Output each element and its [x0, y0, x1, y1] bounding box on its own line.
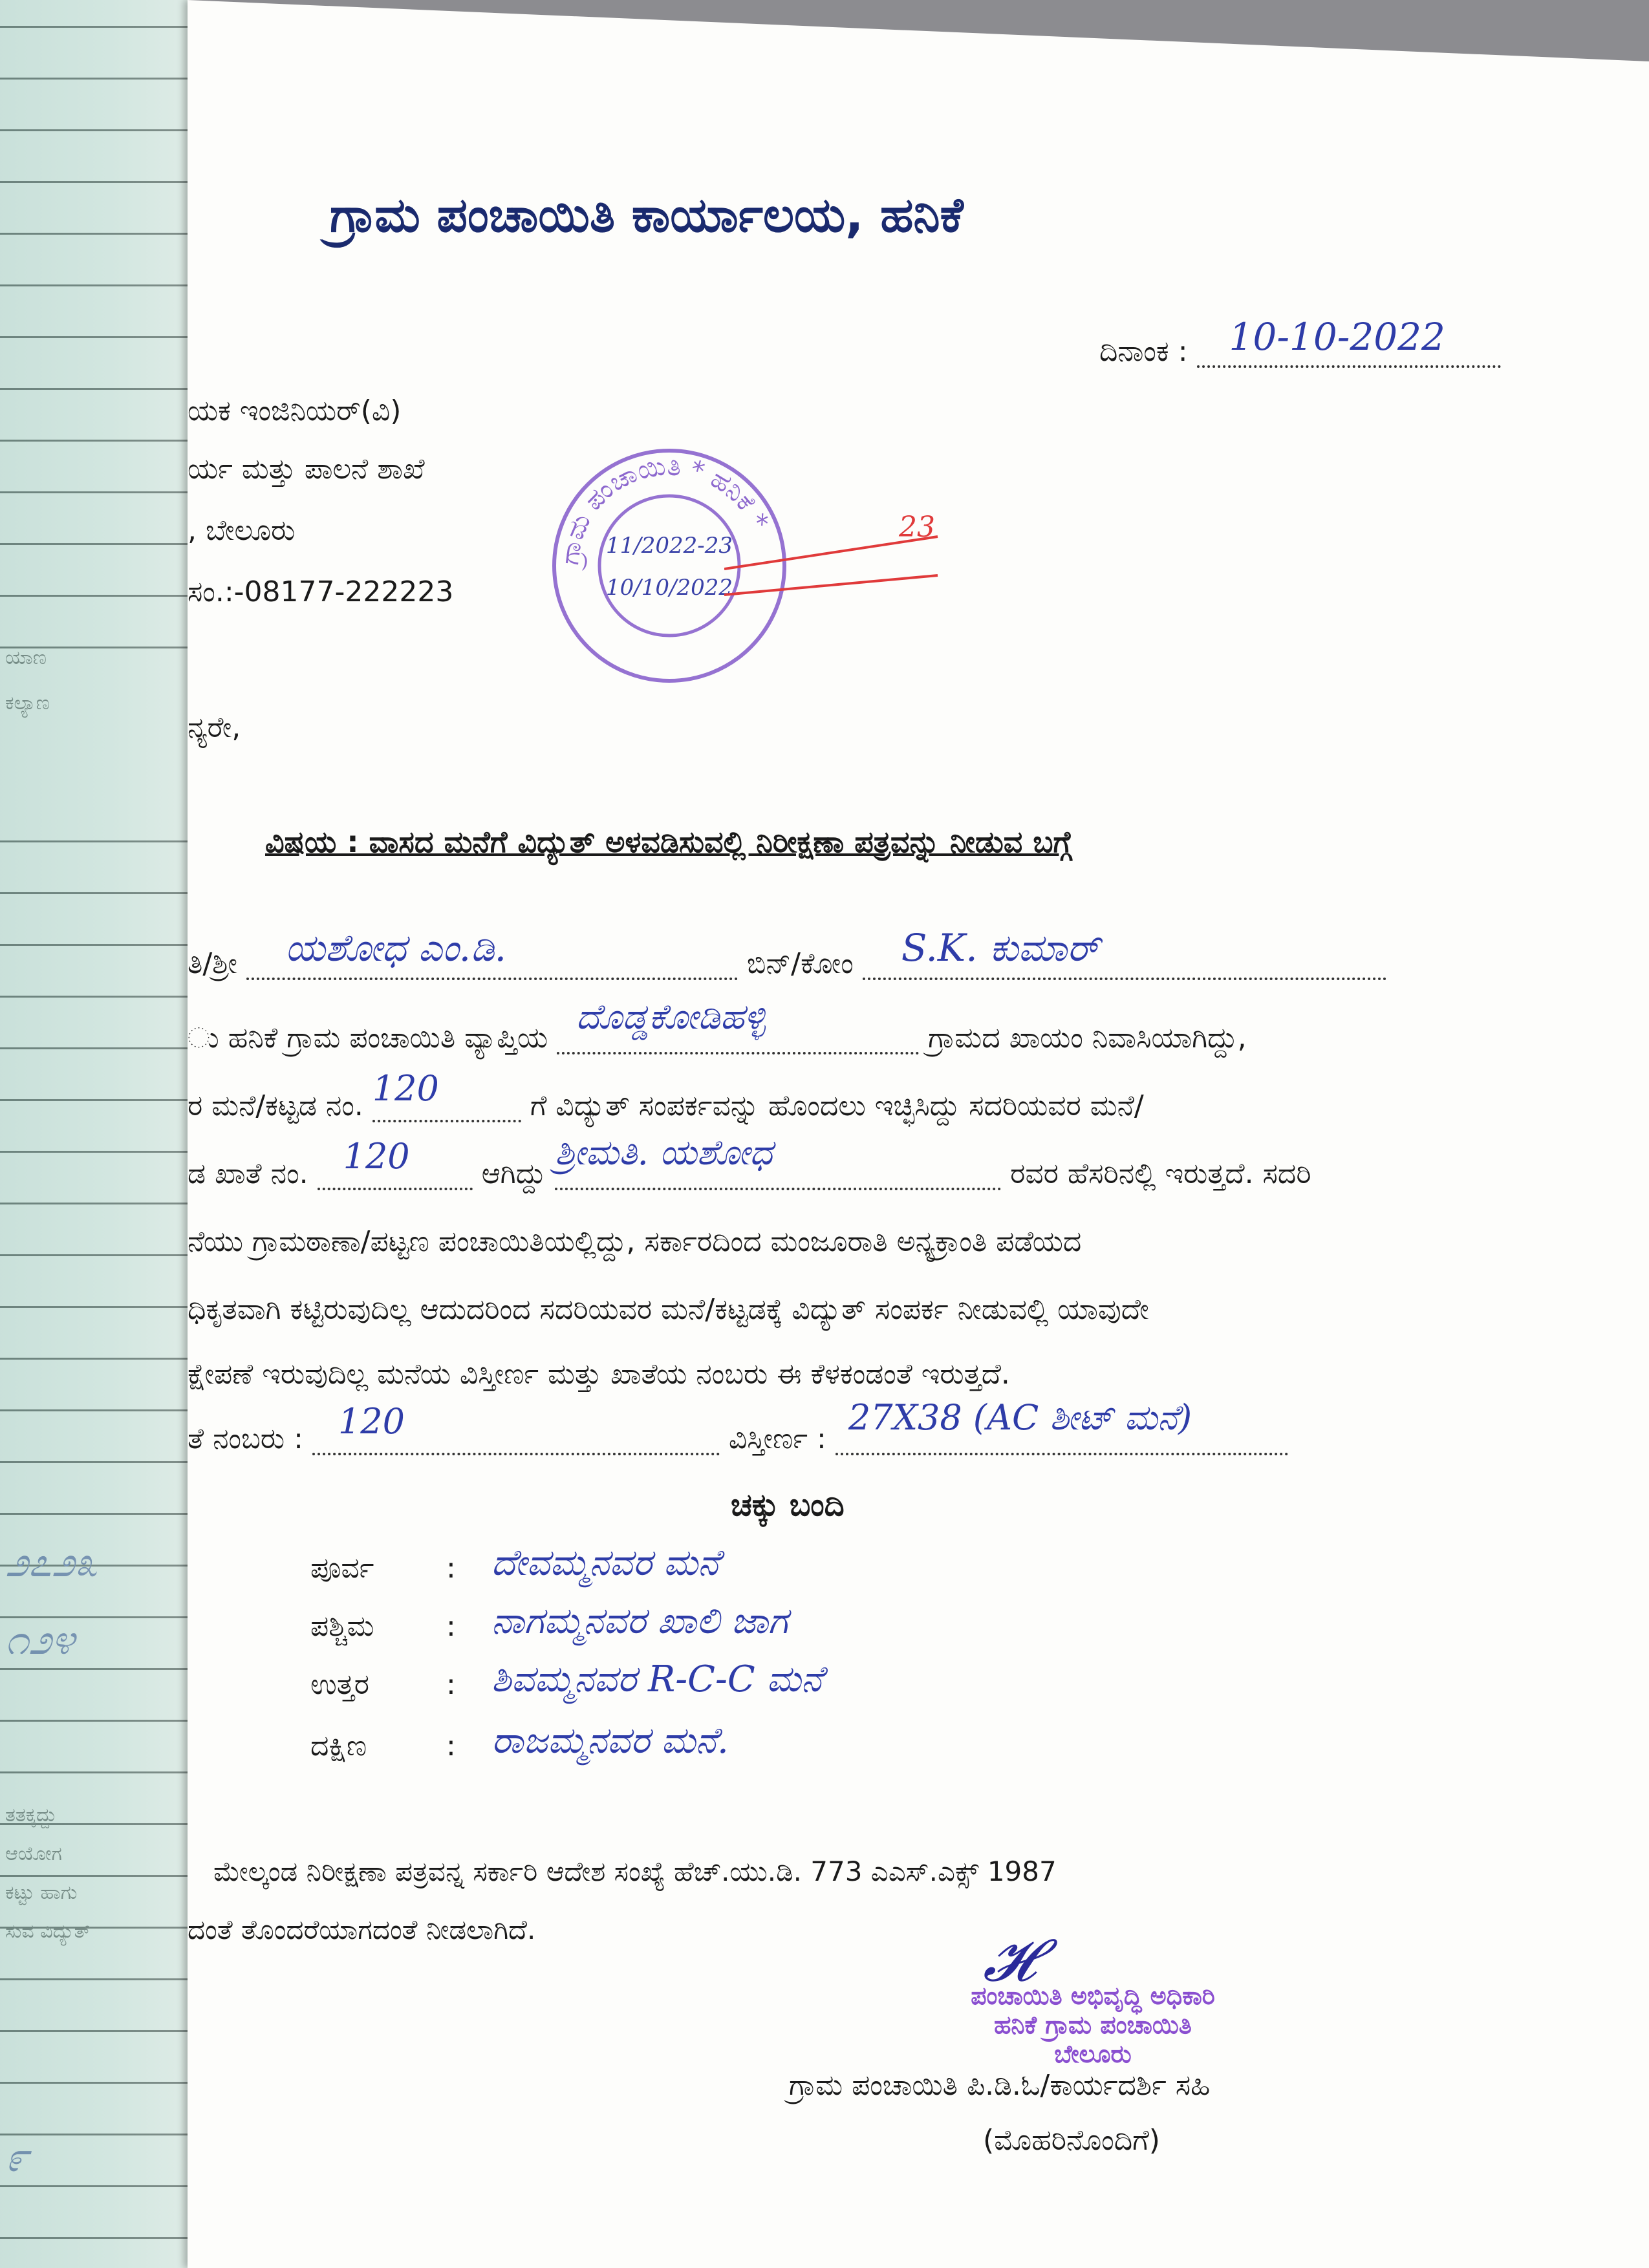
date-value: 10-10-2022: [1229, 315, 1445, 359]
signature-designation: ಗ್ರಾಮ ಪಂಚಾಯಿತಿ ಪಿ.ಡಿ.ಓ/ಕಾರ್ಯದರ್ಶಿ ಸಹಿ: [789, 2069, 1211, 2102]
body-line-8: ತೆ ನಂಬರು : 120 ವಿಸ್ತೀರ್ಣ : 27X38 (AC ಶೀಟ್ ಮನೆ): [188, 1422, 1520, 1455]
stamp-ring-text: ಗ್ರಾಮ ಪಂಚಾಯಿತಿ * ಹನಿಕೆ *: [555, 451, 775, 567]
stamp-number: 11/2022-23: [606, 533, 733, 559]
addressee-line: , ಬೇಲೂರು: [188, 514, 296, 547]
body-line-2: ು ಹನಿಕೆ ಗ್ರಾಮ ಪಂಚಾಯಿತಿ ವ್ಯಾಪ್ತಿಯ ದೊಡ್ಡಕೋಡಿಹಳ್ಳಿ ಗ್ರಾಮದ ಖಾಯಂ ನಿವಾಸಿಯಾಗಿದ್ದು,: [188, 996, 1247, 1054]
date-label: ದಿನಾಂಕ :: [1099, 335, 1188, 368]
boundary-label-east: ಪೂರ್ವ: [310, 1552, 374, 1585]
body-line-5: ನೆಯು ಗ್ರಾಮಠಾಣಾ/ಪಟ್ಟಣ ಪಂಚಾಯಿತಿಯಲ್ಲಿದ್ದು, ಸರ್ಕಾರದಿಂದ ಮಂಜೂರಾತಿ ಅನ್ಯಕ್ರಾಂತಿ ಪಡೆಯದ: [188, 1225, 1082, 1258]
closing-line-1: ಮೇಲ್ಕಂಡ ನಿರೀಕ್ಷಣಾ ಪತ್ರವನ್ನ ಸರ್ಕಾರಿ ಆದೇಶ ಸಂಖ್ಯೆ ಹೆಚ್.ಯು.ಡಿ. 773 ಎಎಸ್.ಎಕ್ಸ್ 1987: [213, 1856, 1057, 1887]
addressee-line: ರ್ಯ ಮತ್ತು ಪಾಲನೆ ಶಾಖೆ: [188, 453, 425, 486]
relation-name: S.K. ಕುಮಾರ್: [901, 926, 1099, 970]
boundary-value-south: ರಾಜಮ್ಮನವರ ಮನೆ.: [491, 1720, 729, 1762]
owner-name: ಶ್ರೀಮತಿ. ಯಶೋಧ: [555, 1132, 773, 1173]
applicant-name: ಯಶೋಧ ಎಂ.ಡಿ.: [285, 926, 507, 970]
building-number: 120: [372, 1068, 439, 1109]
account-number: 120: [338, 1401, 405, 1442]
body-line-6: ಧಿಕೃತವಾಗಿ ಕಟ್ಟಿರುವುದಿಲ್ಲ ಆದುದರಿಂದ ಸದರಿಯವರ ಮನೆ/ಕಟ್ಟಡಕ್ಕೆ ವಿದ್ಯುತ್ ಸಂಪರ್ಕ ನೀಡುವಲ್ಲಿ ಯಾವುದೇ: [188, 1293, 1149, 1326]
body-line-7: ಕ್ಷೇಪಣೆ ಇರುವುದಿಲ್ಲ ಮನೆಯ ವಿಸ್ತೀರ್ಣ ಮತ್ತು ಖಾತೆಯ ನಂಬರು ಈ ಕೆಳಕಂಡಂತೆ ಇರುತ್ತದೆ.: [188, 1358, 1010, 1391]
scan-shadow: [188, 0, 1649, 61]
body-line-3: ರ ಮನೆ/ಕಟ್ಟಡ ನಂ. 120 ಗೆ ವಿದ್ಯುತ್ ಸಂಪರ್ಕವನ್ನು ಹೊಂದಲು ಇಚ್ಛಿಸಿದ್ದು ಸದರಿಯವರ ಮನೆ/: [188, 1068, 1144, 1122]
village-name: ದೊಡ್ಡಕೋಡಿಹಳ್ಳಿ: [576, 996, 766, 1037]
red-note: 23: [899, 511, 935, 544]
date-row: [1099, 315, 1501, 368]
boundary-label-west: ಪಶ್ಚಿಮ: [310, 1610, 374, 1643]
plot-area: 27X38 (AC ಶೀಟ್ ಮನೆ): [848, 1397, 1192, 1438]
boundary-value-north: ಶಿವಮ್ಮನವರ R-C-C ಮನೆ: [491, 1658, 823, 1700]
subject-line: ವಿಷಯ : ವಾಸದ ಮನೆಗೆ ವಿದ್ಯುತ್ ಅಳವಡಿಸುವಲ್ಲಿ ನಿರೀಕ್ಷಣಾ ಪತ್ರವನ್ನು ನೀಡುವ ಬಗ್ಗೆ: [265, 824, 1072, 859]
addressee-line: ಯಕ ಇಂಜಿನಿಯರ್(ವಿ): [188, 394, 402, 427]
boundaries-heading: ಚಕ್ಕು ಬಂದಿ: [731, 1487, 845, 1523]
stamp-date: 10/10/2022: [606, 575, 733, 601]
boundary-value-east: ದೇವಮ್ಮನವರ ಮನೆ: [491, 1542, 720, 1584]
file-folder-strip: [0, 0, 194, 2268]
red-ink-mark: [724, 498, 957, 627]
salutation: ನ್ಯರೇ,: [188, 711, 241, 744]
khata-number: 120: [343, 1136, 410, 1177]
pdo-seal: ಪಂಚಾಯಿತಿ ಅಭಿವೃದ್ಧಿ ಅಧಿಕಾರಿ ಹನಿಕೆ ಗ್ರಾಮ ಪಂಚಾಯಿತಿ ಬೇಲೂರು: [971, 1982, 1215, 2068]
boundary-label-south: ದಕ್ಷಿಣ: [310, 1729, 367, 1762]
signature-note: (ಮೊಹರಿನೊಂದಿಗೆ): [983, 2124, 1160, 2157]
body-line-4: ಡ ಖಾತೆ ನಂ. 120 ಆಗಿದ್ದು ಶ್ರೀಮತಿ. ಯಶೋಧ ರವರ ಹೆಸರಿನಲ್ಲಿ ಇರುತ್ತದೆ. ಸದರಿ: [188, 1132, 1311, 1190]
body-line-1: ತಿ/ಶ್ರೀ ಯಶೋಧ ಎಂ.ಡಿ. ಬಿನ್/ಕೋಂ S.K. ಕುಮಾರ್: [188, 947, 1520, 980]
closing-line-2: ದಂತೆ ತೊಂದರೆಯಾಗದಂತೆ ನೀಡಲಾಗಿದೆ.: [188, 1914, 536, 1945]
letter-page: ಗ್ರಾಮ ಪಂಚಾಯಿತಿ ಕಾರ್ಯಾಲಯ, ಹನಿಕೆ ದಿನಾಂಕ : 10-10-2022 ಯಕ ಇಂಜಿನಿಯರ್(ವಿ) ರ್ಯ ಮತ್ತು ಪಾಲನೆ ಶಾಖೆ , ಬೇಲೂರು ಸಂ.:-08177-222223 ನ್ಯರೇ, ಗ್ರಾಮ ಪಂಚಾಯಿತಿ * ಹನಿಕೆ * 11/2022-23 10/10/2022 23 ವಿಷಯ : ವಾಸದ ಮನೆಗೆ ವಿದ್ಯುತ್ ಅಳವಡಿಸುವಲ್ಲಿ ನಿರೀಕ್ಷಣಾ ಪತ್ರವನ್ನು ನೀಡುವ ಬಗ್ಗೆ ತಿ/ಶ್ರೀ ಯಶೋಧ ಎಂ.ಡಿ. ಬಿನ್/ಕೋಂ S.K. ಕುಮಾರ್ ು ಹನಿಕೆ ಗ್ರಾಮ ಪಂಚಾಯಿತಿ ವ್ಯಾಪ್ತಿಯ ದೊಡ್ಡಕೋಡಿಹಳ್ಳಿ ಗ್ರಾಮದ ಖಾಯಂ ನಿವಾಸಿಯಾಗಿದ್ದು, ರ ಮನೆ/ಕಟ್ಟಡ ನಂ. 120 ಗೆ ವಿದ್ಯುತ್ ಸಂಪರ್ಕವನ್ನು ಹೊಂದಲು ಇಚ್ಛಿಸಿದ್ದು ಸದರಿಯವರ ಮನೆ/ ಡ ಖಾತೆ ನಂ. 120 ಆಗಿದ್ದು ಶ್ರೀಮತಿ. ಯಶೋಧ ರವರ ಹೆಸರಿನಲ್ಲಿ ಇರುತ್ತದೆ. ಸದರಿ ನೆಯು ಗ್ರಾಮಠಾಣಾ/ಪಟ್ಟಣ ಪಂಚಾಯಿತಿಯಲ್ಲಿದ್ದು, ಸರ್ಕಾರದಿಂದ ಮಂಜೂರಾತಿ ಅನ್ಯಕ್ರಾಂತಿ ಪಡೆಯದ ಧಿಕೃತವಾಗಿ ಕಟ್ಟಿರುವುದಿಲ್ಲ ಆದುದರಿಂದ ಸದರಿಯವರ ಮನೆ/ಕಟ್ಟಡಕ್ಕೆ ವಿದ್ಯುತ್ ಸಂಪರ್ಕ ನೀಡುವಲ್ಲಿ ಯಾವುದೇ ಕ್ಷೇಪಣೆ ಇರುವುದಿಲ್ಲ ಮನೆಯ ವಿಸ್ತೀರ್ಣ ಮತ್ತು ಖಾತೆಯ ನಂಬರು ಈ ಕೆಳಕಂಡಂತೆ ಇರುತ್ತದೆ. ತೆ ನಂಬರು : 120 ವಿಸ್ತೀರ್ಣ : 27X38 (AC ಶೀಟ್ ಮನೆ) ಚಕ್ಕು ಬಂದಿ ಪೂರ್ವ : ದೇವಮ್ಮನವರ ಮನೆ ಪಶ್ಚಿಮ : ನಾಗಮ್ಮನವರ ಖಾಲಿ ಜಾಗ ಉತ್ತರ : ಶಿವಮ್ಮನವರ R-C-C ಮನೆ ದಕ್ಷಿಣ : ರಾಜಮ್ಮನವರ ಮನೆ. ಮೇಲ್ಕಂಡ ನಿರೀಕ್ಷಣಾ ಪತ್ರವನ್ನ ಸರ್ಕಾರಿ ಆದೇಶ ಸಂಖ್ಯೆ ಹೆಚ್.ಯು.ಡಿ. 773 ಎಎಸ್.ಎಕ್ಸ್ 1987 ದಂತೆ ತೊಂದರೆಯಾಗದಂತೆ ನೀಡಲಾಗಿದೆ. 𝓗 ಪಂಚಾಯಿತಿ ಅಭಿವೃದ್ಧಿ ಅಧಿಕಾರಿ ಹನಿಕೆ ಗ್ರಾಮ ಪಂಚಾಯಿತಿ ಬೇಲೂರು ಗ್ರಾಮ ಪಂಚಾಯಿತಿ ಪಿ.ಡಿ.ಓ/ಕಾರ್ಯದರ್ಶಿ ಸಹಿ (ಮೊಹರಿನೊಂದಿಗೆ): [188, 0, 1649, 2268]
boundary-label-north: ಉತ್ತರ: [310, 1668, 370, 1701]
boundary-value-west: ನಾಗಮ್ಮನವರ ಖಾಲಿ ಜಾಗ: [491, 1600, 788, 1642]
office-title: ಗ್ರಾಮ ಪಂಚಾಯಿತಿ ಕಾರ್ಯಾಲಯ, ಹನಿಕೆ: [330, 187, 964, 243]
addressee-phone: ಸಂ.:-08177-222223: [188, 575, 454, 608]
signature-mark: 𝓗: [983, 1927, 1036, 1995]
